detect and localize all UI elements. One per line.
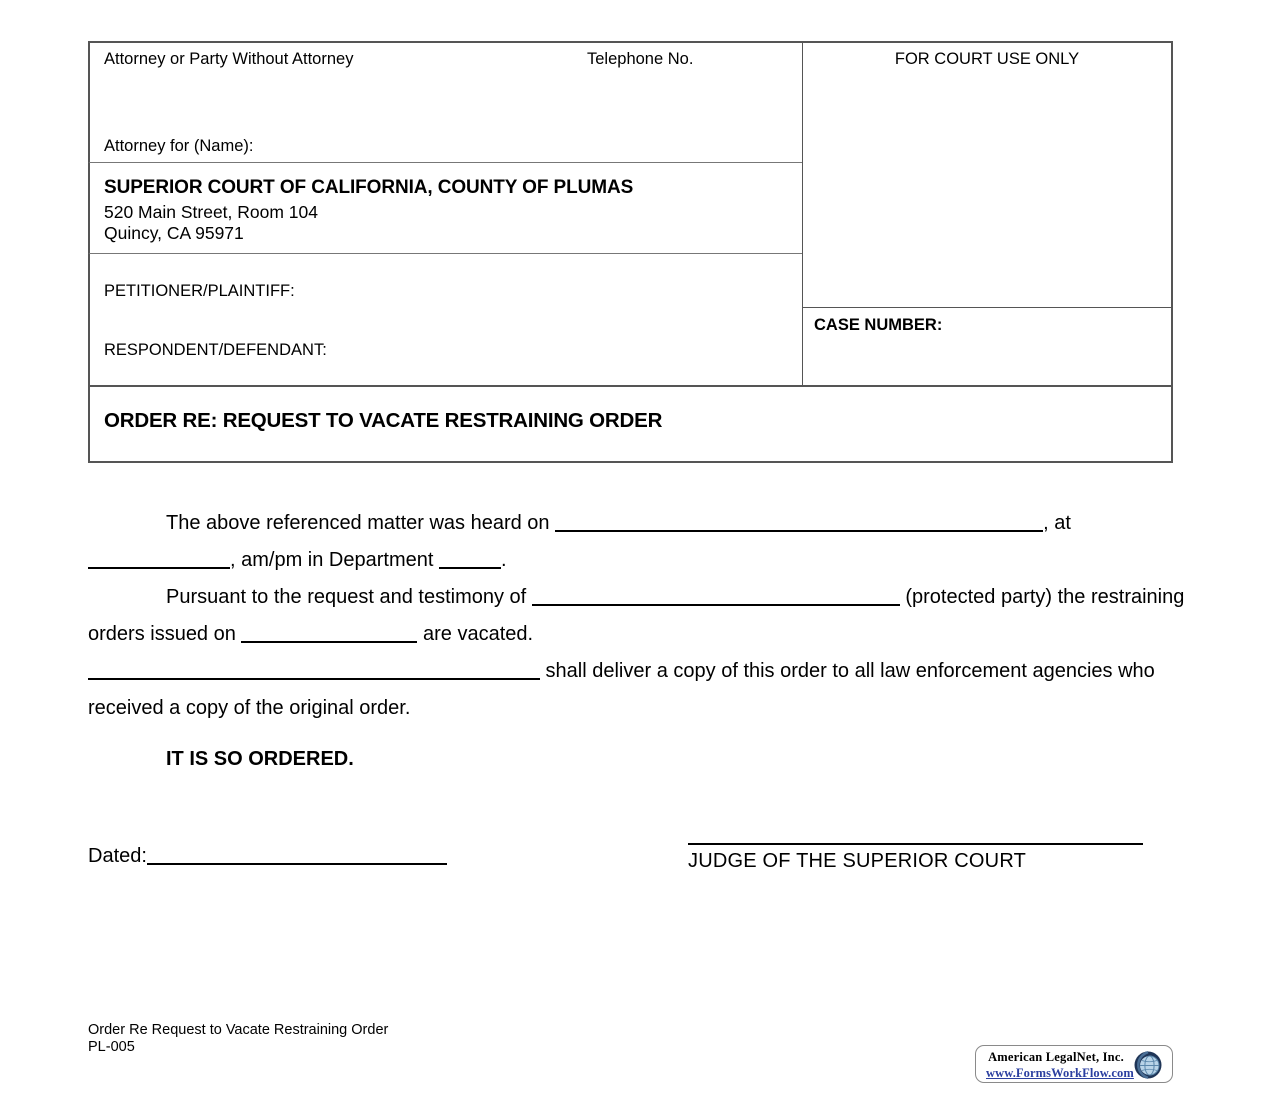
hearing-text-3: , am/pm in Department — [230, 549, 439, 571]
department-blank[interactable] — [439, 550, 501, 569]
hearing-date-blank[interactable] — [555, 513, 1043, 532]
delivery-text: shall deliver a copy of this order to all law enforcement agencies who received a copy of the original order. — [88, 660, 1155, 719]
legalnet-company-name: American LegalNet, Inc. — [988, 1050, 1124, 1064]
form-title-cell — [88, 385, 1173, 463]
for-court-use-only-label: FOR COURT USE ONLY — [894, 50, 1080, 68]
attorney-for-label: Attorney for (Name): — [104, 137, 254, 155]
court-cell — [88, 162, 802, 253]
court-address-line2: Quincy, CA 95971 — [104, 223, 244, 243]
judge-label: JUDGE OF THE SUPERIOR COURT — [688, 850, 1027, 872]
protected-party-blank[interactable] — [532, 587, 900, 606]
respondent-label: RESPONDENT/DEFENDANT: — [104, 341, 327, 359]
vacate-text-2: (protected party) the restraining orders issued on — [88, 586, 1185, 645]
footer-form-identifier — [88, 1022, 388, 1056]
globe-icon — [1133, 1050, 1163, 1080]
footer-form-number: PL-005 — [88, 1039, 135, 1055]
hearing-time-blank[interactable] — [88, 550, 230, 569]
order-body — [88, 505, 1188, 727]
paragraph-delivery — [88, 653, 1188, 727]
paragraph-hearing — [88, 505, 1188, 579]
judge-signature-line[interactable] — [688, 843, 1143, 845]
court-address-line1: 520 Main Street, Room 104 — [104, 202, 319, 222]
deliverer-name-blank[interactable] — [88, 661, 540, 680]
court-name: SUPERIOR COURT OF CALIFORNIA, COUNTY OF PLUMAS — [104, 177, 634, 198]
dated-blank[interactable] — [147, 846, 447, 865]
paragraph-vacate — [88, 579, 1188, 653]
legalnet-text-group — [986, 1050, 1134, 1081]
telephone-label: Telephone No. — [587, 50, 694, 68]
orders-issued-date-blank[interactable] — [241, 624, 417, 643]
page-title: ORDER RE: REQUEST TO VACATE RESTRAINING ORDER — [104, 409, 663, 432]
hearing-text-4: . — [500, 549, 507, 571]
vacate-text-1: Pursuant to the request and testimony of — [166, 586, 532, 608]
american-legalnet-logo — [975, 1045, 1173, 1083]
case-number-label: CASE NUMBER: — [814, 316, 943, 334]
dated-label: Dated: — [88, 845, 147, 867]
parties-cell — [88, 253, 802, 385]
attorney-label: Attorney or Party Without Attorney — [104, 50, 354, 68]
caption-table — [88, 41, 1173, 463]
petitioner-label: PETITIONER/PLAINTIFF: — [104, 282, 295, 300]
vacate-text-3: are vacated. — [417, 623, 534, 645]
hearing-text-2: , at — [1043, 512, 1071, 534]
judge-signature-block — [688, 843, 1143, 873]
case-number-cell — [802, 307, 1173, 385]
hearing-text-1: The above referenced matter was heard on — [166, 512, 556, 534]
footer-form-name: Order Re Request to Vacate Restraining Order — [88, 1022, 389, 1038]
for-court-use-only-cell — [802, 41, 1173, 307]
legalnet-website-link[interactable]: www.FormsWorkFlow.com — [986, 1066, 1134, 1080]
dated-row — [88, 845, 447, 868]
attorney-cell — [88, 41, 802, 162]
it-is-so-ordered-text: IT IS SO ORDERED. — [166, 748, 354, 770]
